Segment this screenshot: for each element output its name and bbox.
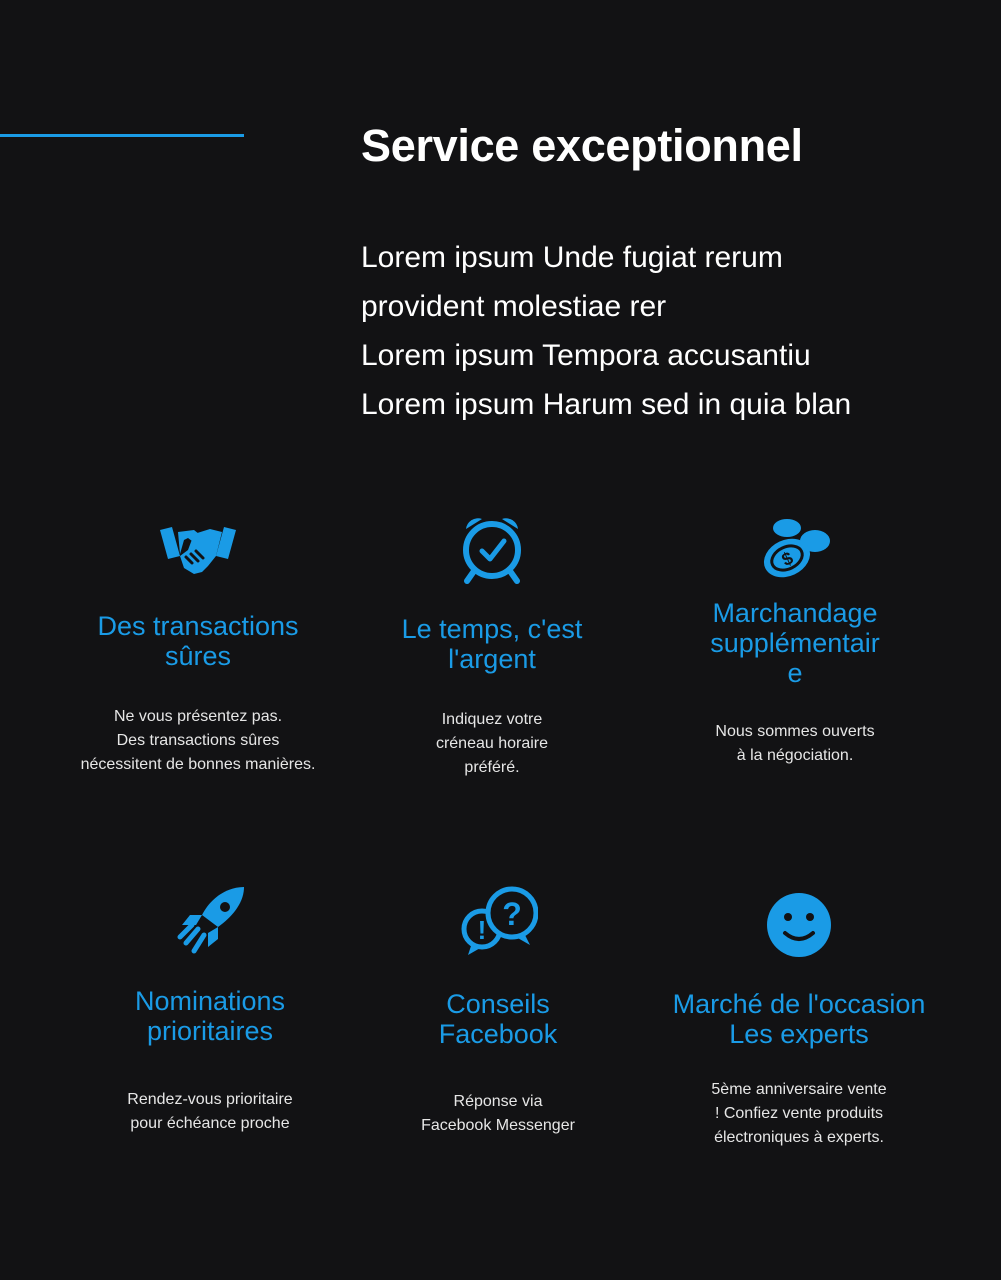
feature-desc-line: Des transactions sûres bbox=[116, 732, 280, 749]
feature-title-line: l'argent bbox=[448, 644, 536, 674]
feature-desc-line: nécessitent de bonnes manières. bbox=[80, 756, 316, 773]
feature-desc-line: préféré. bbox=[464, 759, 520, 776]
feature-description bbox=[348, 1090, 648, 1138]
intro-line: provident molestiae rer bbox=[361, 290, 667, 323]
feature-time-money bbox=[342, 510, 642, 790]
feature-title bbox=[60, 986, 360, 1046]
feature-title-line: supplémentair bbox=[710, 628, 880, 658]
feature-title bbox=[342, 614, 642, 674]
svg-text:!: ! bbox=[477, 915, 487, 945]
feature-desc-line: à la négociation. bbox=[736, 747, 854, 764]
feature-second-hand-experts bbox=[649, 885, 949, 1155]
feature-extra-bargaining bbox=[645, 510, 945, 790]
feature-title-line: Le temps, c'est bbox=[401, 614, 583, 644]
feature-desc-line: Nous sommes ouverts bbox=[715, 723, 875, 740]
feature-priority-appointments bbox=[60, 885, 360, 1155]
feature-description bbox=[60, 1088, 360, 1136]
rocket-icon bbox=[170, 885, 250, 957]
feature-description bbox=[649, 1078, 949, 1150]
feature-title bbox=[48, 611, 348, 671]
feature-description bbox=[342, 708, 642, 780]
feature-title-line: prioritaires bbox=[146, 1016, 274, 1046]
intro-line: Lorem ipsum Tempora accusantiu bbox=[361, 339, 811, 372]
feature-title-line: Marchandage bbox=[712, 598, 878, 628]
feature-desc-line: 5ème anniversaire vente bbox=[711, 1081, 887, 1098]
feature-title-line: sûres bbox=[164, 641, 232, 671]
smiley-icon bbox=[759, 889, 839, 961]
feature-title bbox=[649, 989, 949, 1049]
feature-title bbox=[348, 989, 648, 1049]
feature-title-line: Facebook bbox=[438, 1019, 558, 1049]
accent-line bbox=[0, 134, 244, 137]
feature-title-line: Nominations bbox=[134, 986, 286, 1016]
feature-title-line: Conseils bbox=[446, 989, 550, 1019]
feature-title bbox=[645, 598, 945, 688]
feature-desc-line: pour échéance proche bbox=[130, 1115, 290, 1132]
svg-text:?: ? bbox=[502, 896, 522, 932]
chat-question-icon bbox=[458, 885, 538, 957]
intro-line: Lorem ipsum Harum sed in quia blan bbox=[361, 388, 852, 421]
feature-desc-line: Indiquez votre bbox=[441, 711, 543, 728]
intro-text bbox=[361, 233, 981, 429]
feature-secure-transactions bbox=[48, 510, 348, 790]
feature-description bbox=[48, 705, 348, 777]
feature-desc-line: ! Confiez vente produits bbox=[714, 1105, 884, 1122]
intro-line: Lorem ipsum Unde fugiat rerum bbox=[361, 241, 783, 274]
handshake-icon bbox=[158, 510, 238, 582]
alarm-clock-icon bbox=[452, 513, 532, 585]
feature-title-line: Marché de l'occasion bbox=[672, 989, 926, 1019]
svg-text:$: $ bbox=[778, 547, 797, 571]
feature-desc-line: Rendez-vous prioritaire bbox=[127, 1091, 293, 1108]
feature-desc-line: Ne vous présentez pas. bbox=[113, 708, 283, 725]
page-title: Service exceptionnel bbox=[361, 120, 803, 171]
feature-desc-line: Réponse via bbox=[453, 1093, 543, 1110]
feature-title-line: e bbox=[787, 658, 803, 688]
feature-desc-line: électroniques à experts. bbox=[714, 1129, 884, 1146]
coins-icon bbox=[755, 514, 835, 586]
feature-description bbox=[645, 720, 945, 768]
feature-desc-line: créneau horaire bbox=[435, 735, 549, 752]
feature-desc-line: Facebook Messenger bbox=[421, 1117, 575, 1134]
feature-title-line: Des transactions bbox=[97, 611, 299, 641]
feature-title-line: Les experts bbox=[729, 1019, 869, 1049]
feature-facebook-advice bbox=[348, 885, 648, 1155]
